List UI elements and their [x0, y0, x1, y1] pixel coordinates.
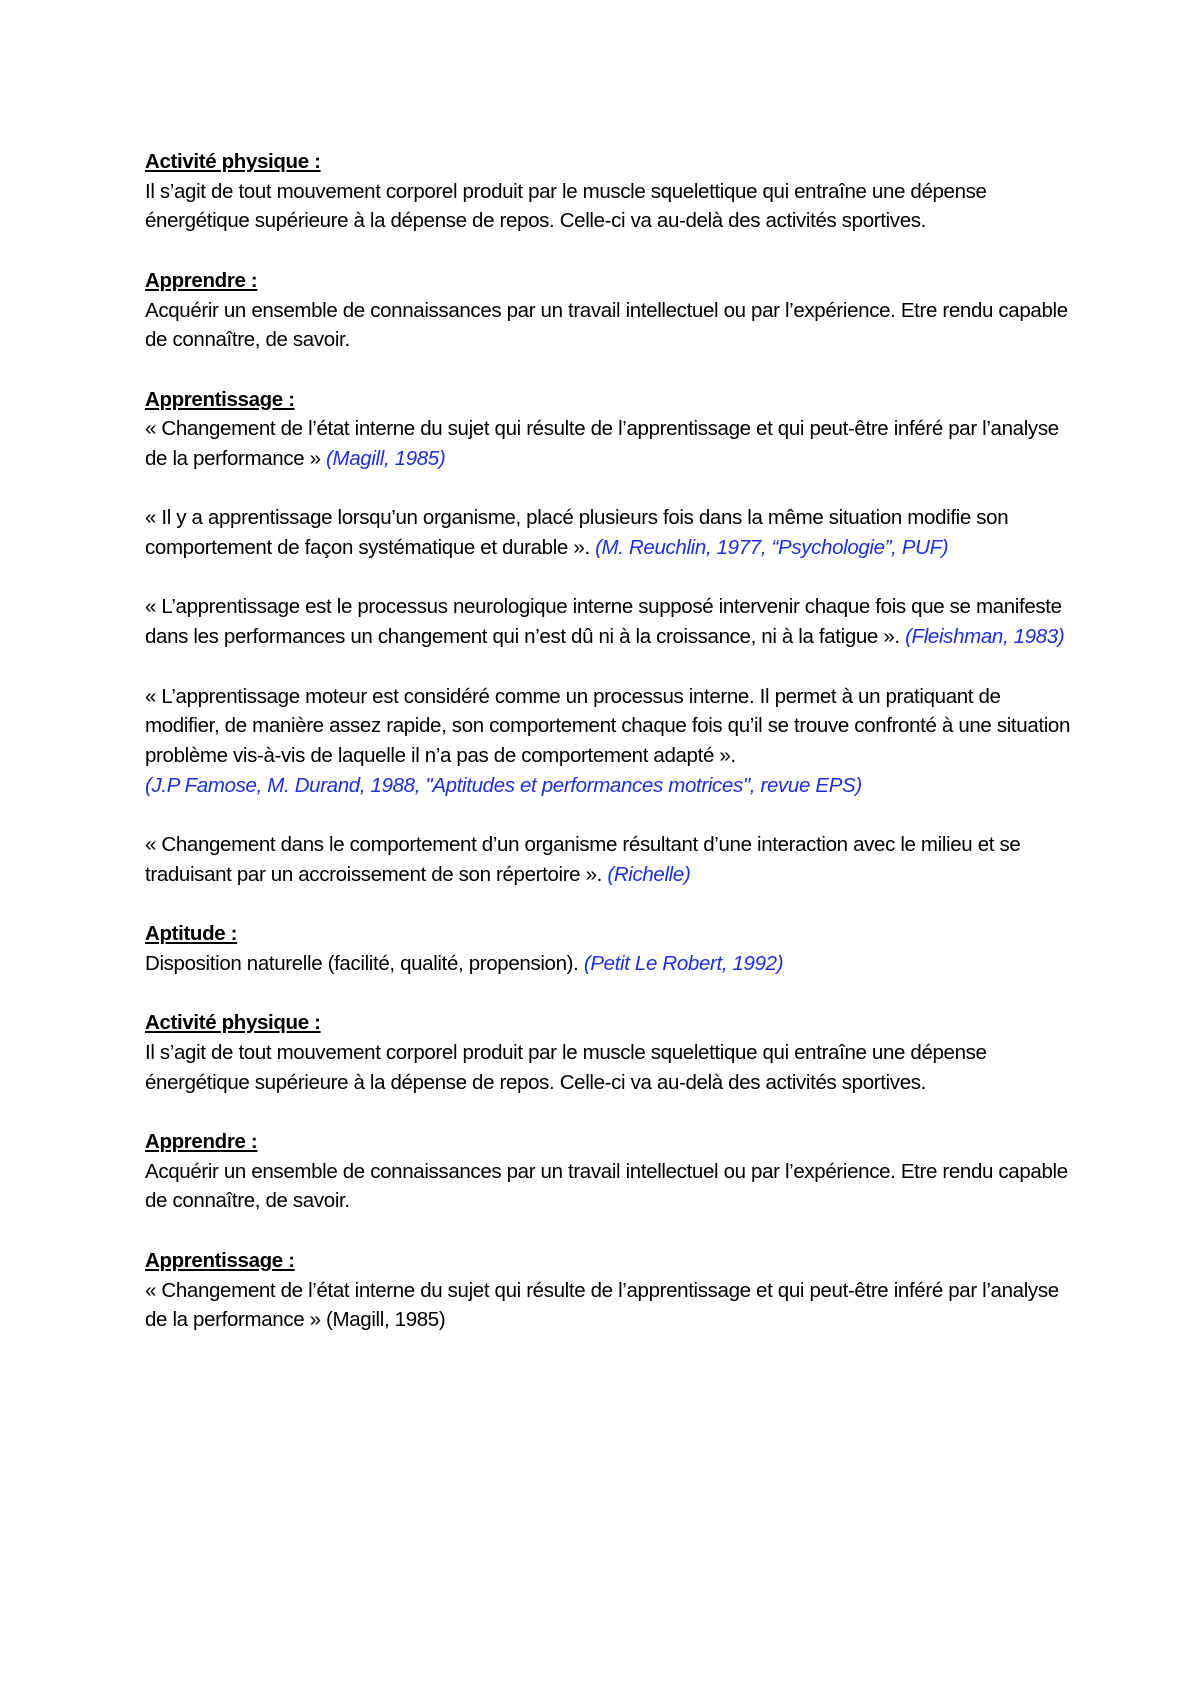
heading-apprendre-repeat: Apprendre :	[145, 1130, 258, 1154]
quote-richelle	[145, 830, 1075, 889]
blank-line	[145, 652, 1075, 682]
quote-citation: (Fleishman, 1983)	[905, 625, 1065, 649]
blank-line	[145, 889, 1075, 919]
blank-line	[145, 355, 1075, 385]
blank-line	[145, 800, 1075, 830]
quote-citation: (Magill, 1985)	[326, 447, 446, 470]
definition-text: Disposition naturelle (facilité, qualité, propension).	[145, 951, 579, 975]
definition-citation: (Petit Le Robert, 1992)	[583, 951, 784, 975]
blank-line	[145, 236, 1075, 266]
definition-apprendre-repeat: Acquérir un ensemble de connaissances par un travail intellectuel ou par l’expérience. Etre rendu capable de connaître, de savoir.	[145, 1159, 1068, 1213]
blank-line	[145, 474, 1075, 504]
quote-famose-citation-line	[145, 771, 1075, 801]
document-page	[145, 147, 1075, 1335]
quote-text: « Il y a apprentissage lorsqu’un organisme, placé plusieurs fois dans la même situation modifie son comportement de façon systématique et durable ».	[145, 506, 1009, 560]
definition-apprendre: Acquérir un ensemble de connaissances par un travail intellectuel ou par l’expérience. Etre rendu capable de connaître, de savoir.	[145, 298, 1068, 352]
quote-magill	[145, 414, 1075, 473]
definition-aptitude	[145, 949, 1075, 979]
heading-activite-physique: Activité physique :	[145, 150, 321, 173]
quote-reuchlin	[145, 503, 1075, 562]
blank-line	[145, 979, 1075, 1009]
quote-text: « Changement de l’état interne du sujet qui résulte de l’apprentissage et qui peut-être inféré par l’analyse de la performance »	[145, 417, 1059, 470]
heading-apprendre: Apprendre :	[145, 268, 258, 292]
blank-line	[145, 1216, 1075, 1246]
quote-famose	[145, 682, 1075, 771]
quote-citation: (M. Reuchlin, 1977, “Psychologie”, PUF)	[595, 536, 949, 560]
heading-apprentissage: Apprentissage :	[145, 387, 295, 411]
blank-line	[145, 1097, 1075, 1127]
quote-fleishman	[145, 592, 1075, 651]
quote-text: « L’apprentissage est le processus neurologique interne supposé intervenir chaque fois que se manifeste dans les performances un changement qui n’est dû ni à la croissance, ni à la fatigue ».	[145, 595, 1062, 649]
definition-activite-physique: Il s’agit de tout mouvement corporel produit par le muscle squelettique qui entraîne une dépense énergétique supérieure à la dépense de repos. Celle-ci va au-delà des activités sportives.	[145, 179, 987, 233]
quote-text: « Changement de l’état interne du sujet qui résulte de l’apprentissage et qui peut-être inféré par l’analyse de la performance »	[145, 1278, 1059, 1332]
quote-text: « L’apprentissage moteur est considéré comme un processus interne. Il permet à un pratiquant de modifier, de manière assez rapide, son comportement chaque fois qu’il se trouve confronté à une situation problème vis-à-vis de laquelle il n’a pas de comportement adapté ».	[145, 684, 1071, 767]
quote-citation: (Richelle)	[607, 862, 691, 886]
definition-activite-physique-repeat: Il s’agit de tout mouvement corporel produit par le muscle squelettique qui entraîne une dépense énergétique supérieure à la dépense de repos. Celle-ci va au-delà des activités sportives.	[145, 1040, 987, 1094]
blank-line	[145, 563, 1075, 593]
heading-aptitude: Aptitude :	[145, 922, 238, 946]
quote-citation: (J.P Famose, M. Durand, 1988, "Aptitudes et performances motrices", revue EPS)	[145, 773, 862, 797]
heading-activite-physique-repeat: Activité physique :	[145, 1011, 321, 1035]
quote-magill-repeat	[145, 1276, 1075, 1335]
quote-citation: (Magill, 1985)	[326, 1308, 446, 1332]
quote-text: « Changement dans le comportement d’un organisme résultant d’une interaction avec le milieu et se traduisant par un accroissement de son répertoire ».	[145, 833, 1021, 886]
heading-apprentissage-repeat: Apprentissage :	[145, 1248, 295, 1272]
